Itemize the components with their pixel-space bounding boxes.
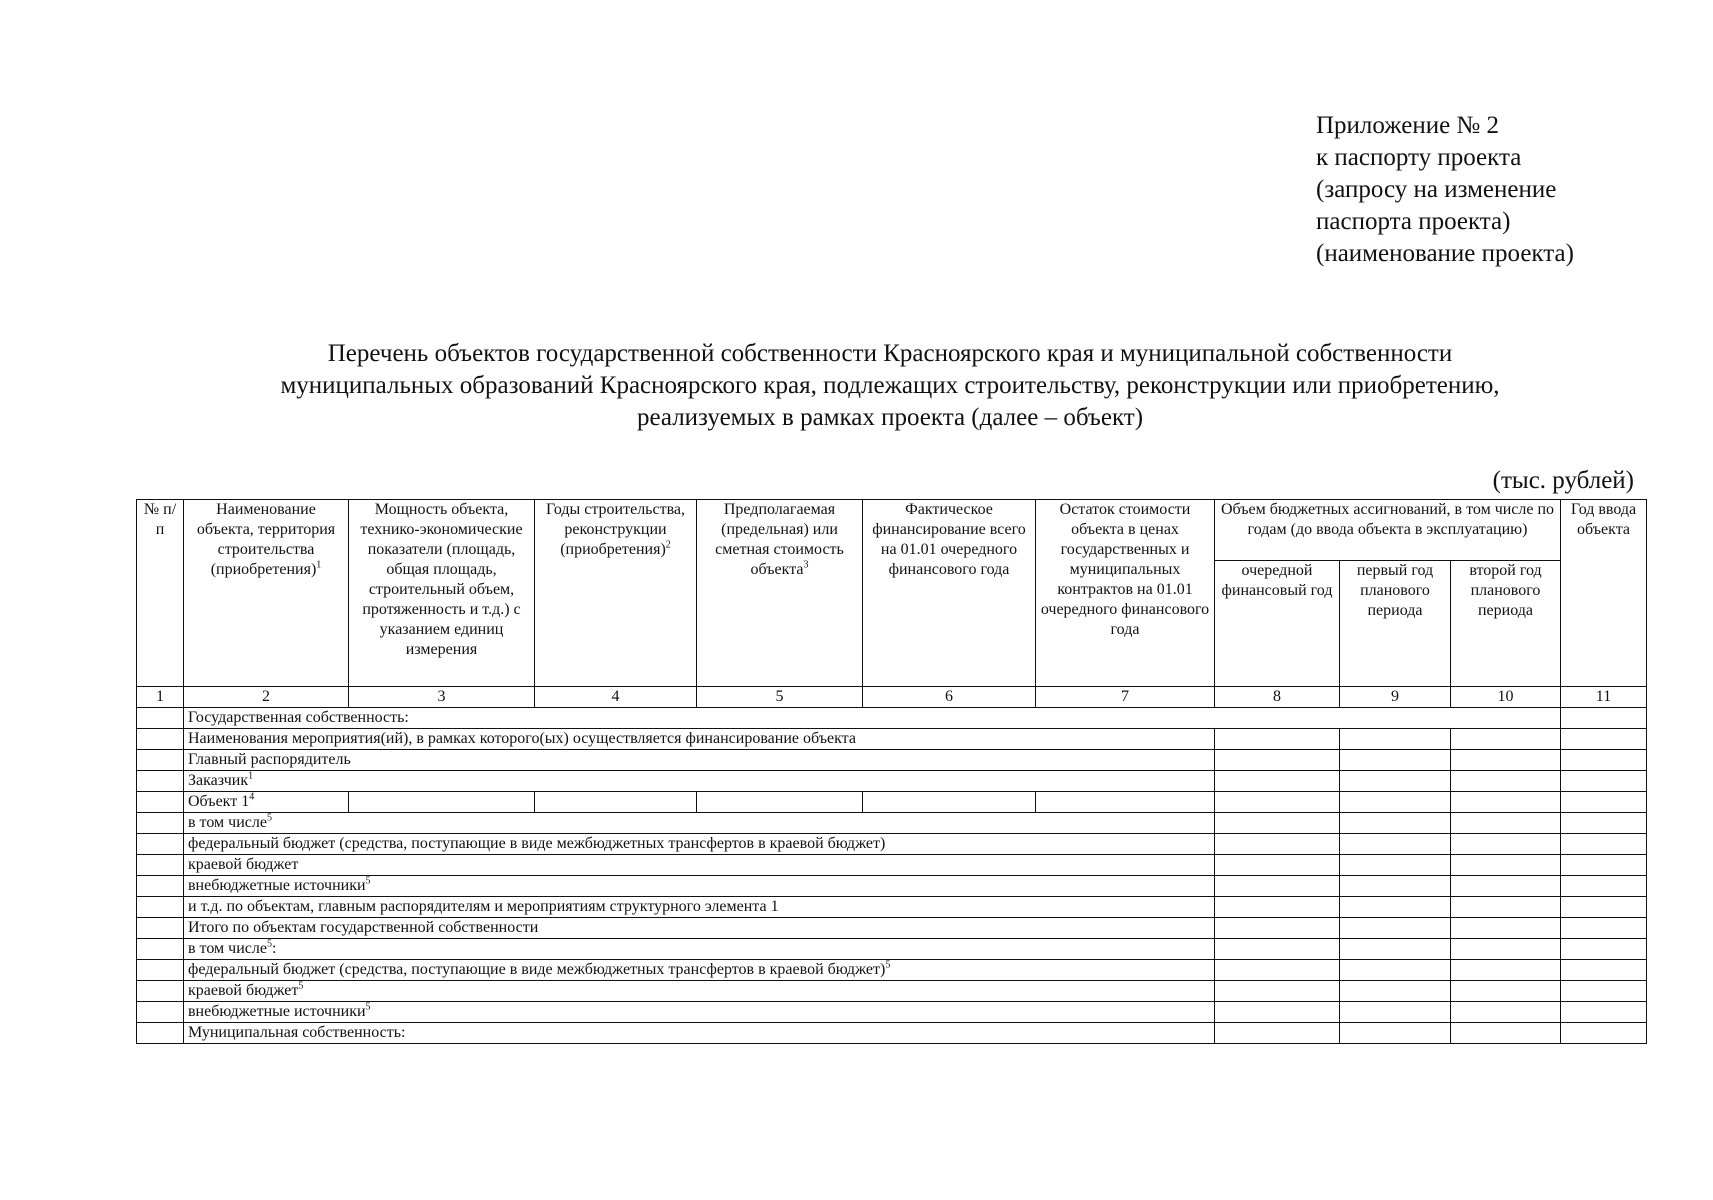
header-cell: очередной финансовый год [1215,561,1340,687]
column-number: 2 [184,687,349,708]
row-label: Государственная собственность: [184,708,1561,729]
data-cell [1561,813,1647,834]
data-cell [1451,1023,1561,1044]
column-number: 7 [1036,687,1215,708]
data-cell [1451,918,1561,939]
appendix-line: (запросу на изменение [1316,176,1557,203]
document-title [150,338,1630,434]
row-number-cell [137,876,184,897]
data-cell [1561,1002,1647,1023]
data-cell [1340,897,1451,918]
data-cell [1215,918,1340,939]
data-cell [1340,939,1451,960]
data-cell [1340,792,1451,813]
data-cell [1561,981,1647,1002]
row-number-cell [137,855,184,876]
data-cell [1215,897,1340,918]
data-cell [1215,750,1340,771]
header-cell: второй год планового периода [1451,561,1561,687]
table-row [137,981,1647,1002]
data-cell [1340,876,1451,897]
data-cell [1451,1002,1561,1023]
data-cell [1561,708,1647,729]
column-number: 11 [1561,687,1647,708]
row-label: и т.д. по объектам, главным распорядителям и мероприятиям структурного элемента 1 [184,897,1215,918]
column-numbers-row [137,687,1647,708]
table-row [137,918,1647,939]
table-row [137,792,1647,813]
appendix-line: паспорта проекта) [1316,208,1511,235]
header-cell: Остаток стоимости объекта в ценах государственных и муниципальных контрактов на 01.01 очередного финансового года [1036,500,1215,687]
data-cell [1215,855,1340,876]
data-cell [1215,834,1340,855]
units-label: (тыс. рублей) [1492,467,1634,494]
data-cell [1215,939,1340,960]
table-row [137,960,1647,981]
row-label: Муниципальная собственность: [184,1023,1215,1044]
data-cell [1340,1023,1451,1044]
row-number-cell [137,939,184,960]
header-cell: Предполагаемая (предельная) или сметная стоимость объекта$^3$ [697,500,863,687]
data-cell [1561,855,1647,876]
data-cell [1561,897,1647,918]
column-number: 10 [1451,687,1561,708]
row-label: Наименования мероприятия(ий), в рамках которого(ых) осуществляется финансирование объекта [184,729,1215,750]
data-cell [1215,960,1340,981]
data-cell [863,792,1036,813]
row-label: Итого по объектам государственной собственности [184,918,1215,939]
data-cell [1451,729,1561,750]
row-number-cell [137,813,184,834]
row-number-cell [137,960,184,981]
row-number-cell [137,1023,184,1044]
data-cell [1215,729,1340,750]
data-cell [1215,876,1340,897]
data-cell [1561,771,1647,792]
header-cell: Фактическое финансирование всего на 01.01 очередного финансового года [863,500,1036,687]
row-number-cell [137,708,184,729]
row-label: в том числе$^5$ [184,813,1215,834]
header-row [137,500,1647,561]
table-row [137,834,1647,855]
header-cell: Год ввода объекта [1561,500,1647,687]
data-cell [1451,855,1561,876]
data-cell [1561,918,1647,939]
row-number-cell [137,897,184,918]
row-label: федеральный бюджет (средства, поступающие в виде межбюджетных трансфертов в краевой бюджет) [184,834,1215,855]
column-number: 3 [349,687,535,708]
data-cell [1215,813,1340,834]
row-label: федеральный бюджет (средства, поступающие в виде межбюджетных трансфертов в краевой бюджет)$^5$ [184,960,1215,981]
column-number: 5 [697,687,863,708]
row-number-cell [137,834,184,855]
table-row [137,939,1647,960]
row-label: в том числе$^5$: [184,939,1215,960]
header-cell: Годы строительства, реконструкции (приобретения)$^2$ [535,500,697,687]
table-row [137,1023,1647,1044]
table-row [137,813,1647,834]
data-cell [349,792,535,813]
column-number: 1 [137,687,184,708]
data-cell [1340,771,1451,792]
data-cell [1340,834,1451,855]
data-cell [1451,981,1561,1002]
row-number-cell [137,750,184,771]
data-cell [1561,960,1647,981]
data-cell [1561,939,1647,960]
data-cell [1451,771,1561,792]
data-cell [1340,918,1451,939]
row-label: краевой бюджет$^5$ [184,981,1215,1002]
table-row [137,855,1647,876]
table-row [137,771,1647,792]
data-cell [1340,1002,1451,1023]
data-cell [1451,750,1561,771]
data-cell [1340,855,1451,876]
header-cell: № п/п [137,500,184,687]
data-cell [1340,729,1451,750]
data-cell [1215,771,1340,792]
data-cell [697,792,863,813]
data-cell [1451,813,1561,834]
data-cell [1451,897,1561,918]
data-cell [1215,1023,1340,1044]
appendix-line: Приложение № 2 [1316,112,1500,139]
appendix-block [1316,110,1574,270]
row-number-cell [137,792,184,813]
objects-table [136,499,1647,1044]
row-number-cell [137,1002,184,1023]
row-number-cell [137,981,184,1002]
row-label: Объект $1^4$ [184,792,349,813]
row-label: Главный распорядитель [184,750,1215,771]
data-cell [1451,792,1561,813]
data-cell [1340,960,1451,981]
data-cell [1561,1023,1647,1044]
column-number: 4 [535,687,697,708]
data-cell [1340,750,1451,771]
table-row [137,729,1647,750]
column-number: 6 [863,687,1036,708]
data-cell [1340,981,1451,1002]
row-number-cell [137,771,184,792]
column-number: 8 [1215,687,1340,708]
data-cell [1215,792,1340,813]
title-line: реализуемых в рамках проекта (далее – объект) [636,404,1144,431]
appendix-line: к паспорту проекта [1316,144,1522,171]
table-row [137,708,1647,729]
column-number: 9 [1340,687,1451,708]
row-number-cell [137,729,184,750]
data-cell [1561,876,1647,897]
data-cell [1451,834,1561,855]
row-label: внебюджетные источники$^5$ [184,876,1215,897]
data-cell [1340,813,1451,834]
data-cell [1561,834,1647,855]
title-line: Перечень объектов государственной собственности Красноярского края и муниципальной собственности [327,340,1453,367]
header-cell: Наименование объекта, территория строительства (приобретения)$^1$ [184,500,349,687]
header-group-cell: Объем бюджетных ассигнований, в том числе по годам (до ввода объекта в эксплуатацию) [1215,500,1561,561]
row-label: внебюджетные источники$^5$ [184,1002,1215,1023]
appendix-line: (наименование проекта) [1316,240,1574,267]
row-label: Заказчик$^1$ [184,771,1215,792]
data-cell [1036,792,1215,813]
data-cell [1561,792,1647,813]
data-cell [1451,876,1561,897]
table-row [137,750,1647,771]
header-cell: первый год планового периода [1340,561,1451,687]
row-number-cell [137,918,184,939]
table-row [137,897,1647,918]
row-label: краевой бюджет [184,855,1215,876]
data-cell [1215,1002,1340,1023]
data-cell [1451,939,1561,960]
table-row [137,876,1647,897]
data-cell [1561,729,1647,750]
header-cell: Мощность объекта, технико-экономические показатели (площадь, общая площадь, строительный объем, протяженность и т.д.) с указанием единиц измерения [349,500,535,687]
data-cell [1451,960,1561,981]
data-cell [535,792,697,813]
title-line: муниципальных образований Красноярского края, подлежащих строительству, реконструкции или приобретению, [280,372,1500,399]
data-cell [1215,981,1340,1002]
table-row [137,1002,1647,1023]
data-cell [1561,750,1647,771]
